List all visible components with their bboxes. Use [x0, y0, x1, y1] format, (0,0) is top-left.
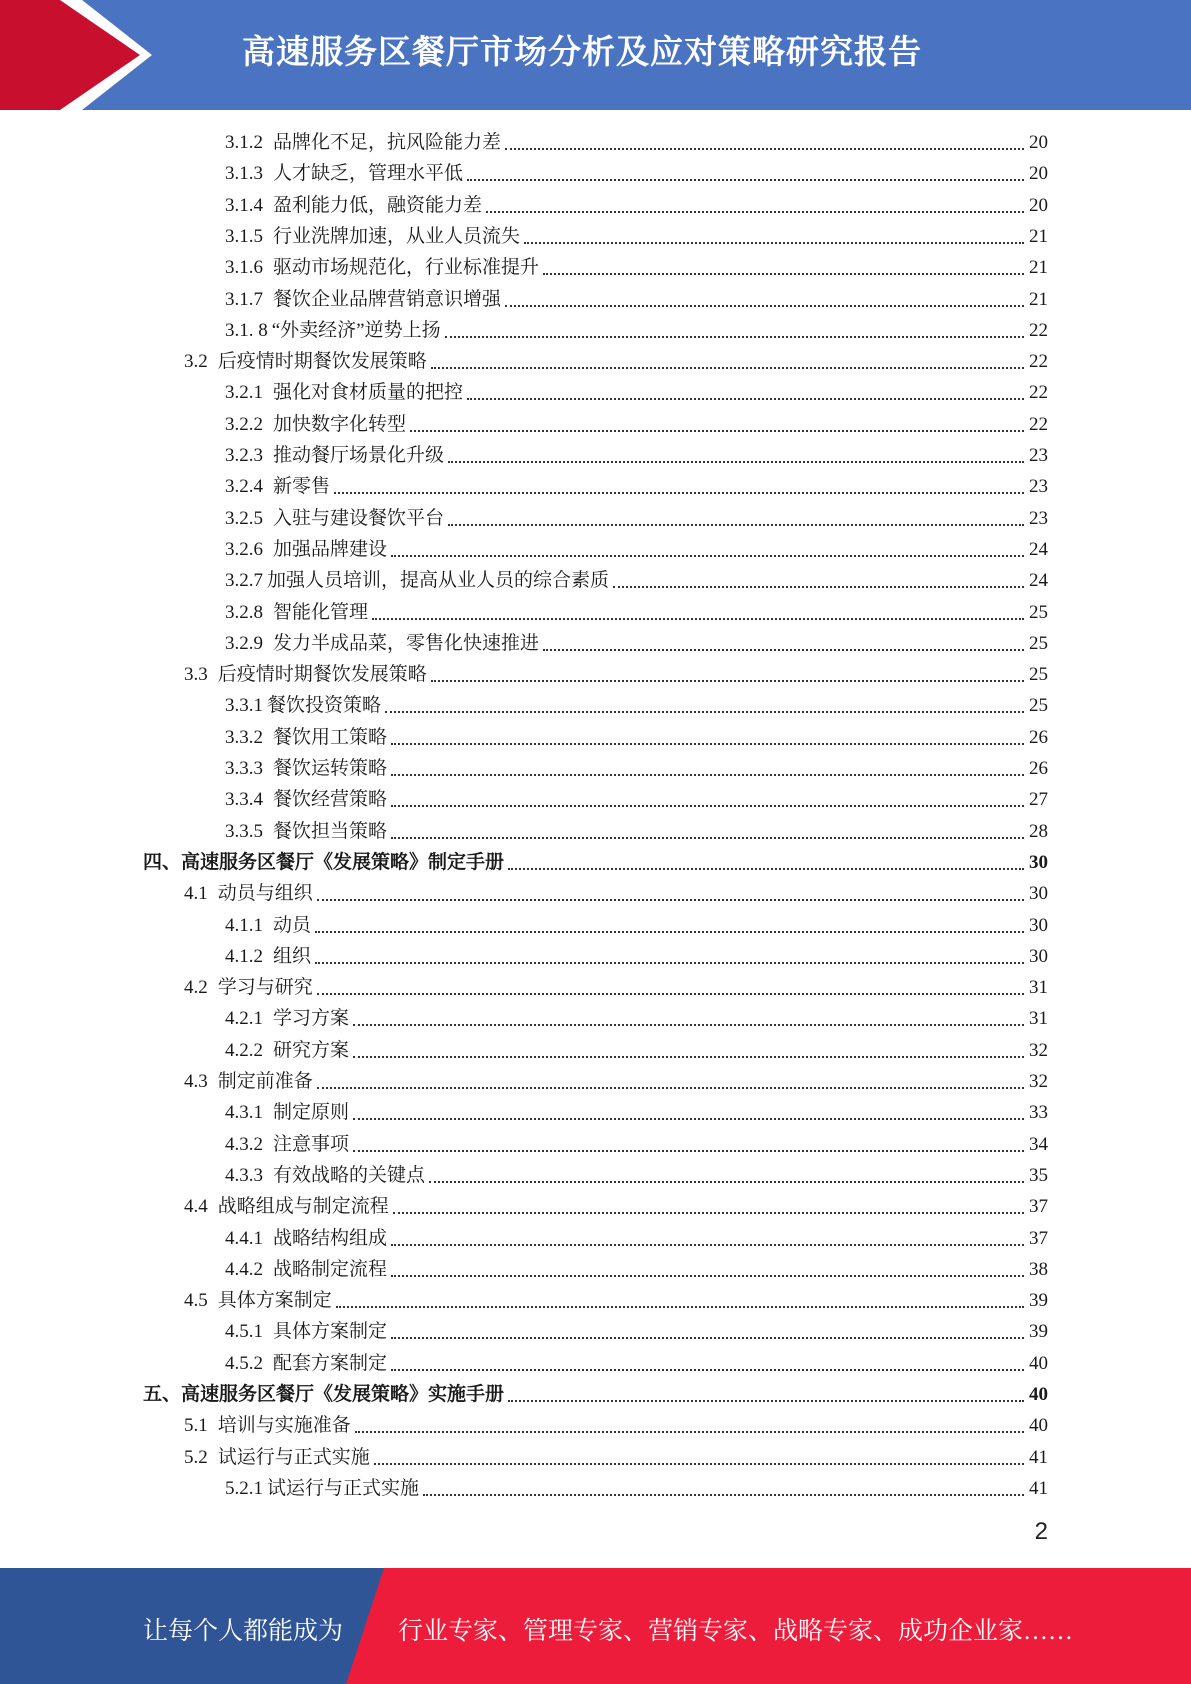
toc-entry-title: 高速服务区餐厅《发展策略》制定手册: [181, 851, 505, 873]
toc-entry-title: 加快数字化转型: [273, 413, 407, 435]
toc-entry-title: 学习方案: [273, 1008, 350, 1030]
toc-dot-leader: [353, 1023, 1024, 1026]
toc-entry-title: 餐饮企业品牌营销意识增强: [273, 288, 502, 310]
toc-entry-title: 战略制定流程: [273, 1258, 388, 1280]
toc-entry[interactable]: [225, 816, 1048, 847]
toc-entry-page: 25: [1029, 601, 1048, 623]
toc-entry-page: 30: [1029, 851, 1048, 873]
toc-entry-page: 21: [1029, 257, 1048, 279]
toc-entry-number: 五、: [143, 1384, 182, 1405]
toc-entry[interactable]: [225, 127, 1048, 158]
toc-entry-page: 39: [1029, 1321, 1048, 1343]
toc-entry-title: 新零售: [273, 476, 331, 498]
toc-entry[interactable]: [225, 1129, 1048, 1160]
toc-entry[interactable]: [225, 1097, 1048, 1128]
toc-entry-title: 品牌化不足，抗风险能力差: [273, 132, 502, 153]
toc-entry-title: 行业洗牌加速，从业人员流失: [273, 225, 521, 247]
toc-entry-number: 4.1.1: [225, 914, 263, 936]
page-header: [0, 0, 1191, 110]
toc-entry[interactable]: [225, 377, 1048, 408]
toc-entry-title: 智能化管理: [273, 601, 369, 623]
toc-entry-title: 动员: [273, 914, 312, 936]
toc-entry[interactable]: [225, 158, 1048, 189]
toc-dot-leader: [448, 460, 1024, 463]
toc-dot-leader: [410, 429, 1024, 432]
toc-entry-page: 21: [1029, 288, 1048, 310]
toc-entry-page: 22: [1029, 382, 1048, 404]
toc-entry[interactable]: [225, 1254, 1048, 1285]
toc-entry[interactable]: [225, 784, 1048, 815]
toc-entry-page: 40: [1029, 1415, 1048, 1437]
toc-entry-number: 3.2.8: [225, 601, 263, 623]
toc-entry-page: 33: [1029, 1102, 1048, 1124]
toc-entry-number: 四、: [143, 851, 182, 873]
toc-dot-leader: [431, 679, 1024, 682]
toc-entry[interactable]: [225, 722, 1048, 753]
toc-entry-number: 3.2: [184, 351, 208, 373]
toc-entry-page: 34: [1029, 1133, 1048, 1155]
toc-entry-title: 研究方案: [273, 1039, 350, 1061]
toc-dot-leader: [353, 1117, 1024, 1120]
toc-entry[interactable]: [184, 659, 1048, 690]
toc-entry[interactable]: [225, 315, 1048, 346]
toc-entry-page: 37: [1029, 1196, 1048, 1218]
toc-entry-title: 加强品牌建设: [273, 538, 388, 560]
toc-entry-number: 4.3.1: [225, 1102, 263, 1124]
toc-entry-number: 4.1: [184, 883, 208, 905]
toc-entry-number: 4.4.2: [225, 1258, 263, 1280]
toc-entry[interactable]: [225, 471, 1048, 502]
toc-dot-leader: [543, 272, 1024, 275]
toc-entry-title: 有效战略的关键点: [273, 1164, 426, 1186]
header-red-chevron: [0, 0, 160, 110]
toc-dot-leader: [445, 335, 1024, 338]
toc-entry-title: 发力半成品菜，零售化快速推进: [273, 632, 540, 654]
toc-entry-page: 27: [1029, 789, 1048, 811]
toc-entry-title: 具体方案制定: [217, 1290, 332, 1312]
toc-entry[interactable]: [184, 1442, 1048, 1473]
toc-dot-leader: [391, 773, 1024, 776]
toc-entry-title: 餐饮运转策略: [273, 758, 388, 779]
toc-dot-leader: [486, 210, 1024, 213]
toc-entry-title: 餐饮经营策略: [273, 789, 388, 811]
toc-entry-title: 高速服务区餐厅《发展策略》实施手册: [181, 1384, 505, 1405]
toc-entry-title: 具体方案制定: [273, 1321, 388, 1343]
toc-dot-leader: [508, 867, 1024, 870]
toc-entry[interactable]: [225, 941, 1048, 972]
toc-entry[interactable]: [184, 1191, 1048, 1222]
toc-entry-page: 39: [1029, 1290, 1048, 1312]
toc-entry[interactable]: [225, 534, 1048, 565]
toc-dot-leader: [317, 1086, 1024, 1089]
toc-entry[interactable]: [225, 440, 1048, 471]
toc-dot-leader: [315, 961, 1024, 964]
toc-dot-leader: [355, 1430, 1024, 1433]
toc-entry[interactable]: [225, 1223, 1048, 1254]
toc-entry-number: 4.1.2: [225, 945, 263, 967]
toc-entry-title: 战略结构组成: [273, 1227, 388, 1249]
toc-entry-number: 4.3.3: [225, 1164, 263, 1186]
toc-entry-title: 制定原则: [273, 1102, 350, 1124]
toc-entry[interactable]: [225, 628, 1048, 659]
toc-dot-leader: [391, 1368, 1024, 1371]
toc-dot-leader: [524, 241, 1024, 244]
toc-entry-page: 23: [1029, 507, 1048, 529]
toc-entry-number: 3.2.9: [225, 632, 263, 654]
toc-entry-number: 3.3.5: [225, 820, 263, 842]
toc-entry-number: 3.3.4: [225, 789, 263, 811]
toc-entry-page: 24: [1029, 538, 1048, 560]
toc-entry-number: 5.1: [184, 1415, 208, 1437]
toc-entry-number: 4.4.1: [225, 1227, 263, 1249]
toc-entry[interactable]: [225, 910, 1048, 941]
toc-entry-number: 3.1.7: [225, 288, 263, 310]
toc-entry[interactable]: [225, 565, 1048, 596]
toc-entry-title: 驱动市场规范化，行业标准提升: [273, 257, 540, 279]
toc-entry[interactable]: [225, 1473, 1048, 1504]
toc-entry-number: 3.2.3: [225, 445, 263, 466]
toc-entry-page: 28: [1029, 820, 1048, 842]
toc-entry-page: 31: [1029, 977, 1048, 999]
toc-entry-number: 4.2: [184, 977, 208, 999]
toc-entry-title: 试运行与正式实施: [267, 1477, 420, 1499]
toc-entry-page: 25: [1029, 695, 1048, 717]
toc-dot-leader: [315, 930, 1024, 933]
toc-entry[interactable]: [225, 1035, 1048, 1066]
toc-entry[interactable]: [225, 1160, 1048, 1191]
toc-entry-page: 35: [1029, 1164, 1048, 1186]
toc-entry-page: 32: [1029, 1039, 1048, 1061]
toc-dot-leader: [385, 710, 1024, 713]
toc-dot-leader: [508, 1399, 1024, 1402]
toc-entry-number: 3.3.2: [225, 726, 263, 748]
toc-dot-leader: [374, 1462, 1024, 1465]
toc-entry-title: “外卖经济”逆势上扬: [271, 319, 441, 341]
toc-dot-leader: [391, 1274, 1024, 1277]
toc-entry-number: 3.1. 8: [225, 319, 268, 341]
toc-entry-page: 30: [1029, 914, 1048, 936]
toc-entry[interactable]: [225, 1348, 1048, 1379]
toc-entry-number: 3.1.4: [225, 194, 263, 216]
toc-entry-page: 23: [1029, 476, 1048, 498]
toc-entry-page: 38: [1029, 1258, 1048, 1280]
toc-entry-page: 20: [1029, 132, 1048, 153]
toc-dot-leader: [429, 1180, 1024, 1183]
toc-entry-number: 3.2.1: [225, 382, 263, 404]
toc-entry-number: 3.3: [184, 664, 208, 686]
toc-entry[interactable]: [143, 1379, 1048, 1410]
toc-entry-number: 3.1.2: [225, 132, 263, 153]
toc-dot-leader: [317, 992, 1024, 995]
toc-dot-leader: [505, 304, 1024, 307]
toc-entry[interactable]: [225, 503, 1048, 534]
toc-entry[interactable]: [184, 1285, 1048, 1316]
toc-entry-title: 后疫情时期餐饮发展策略: [217, 351, 427, 373]
toc-entry-number: 3.1.5: [225, 225, 263, 247]
toc-dot-leader: [467, 178, 1024, 181]
toc-entry-page: 21: [1029, 225, 1048, 247]
toc-entry-title: 战略组成与制定流程: [217, 1196, 389, 1218]
toc-dot-leader: [391, 742, 1024, 745]
toc-entry[interactable]: [225, 252, 1048, 283]
toc-entry-title: 入驻与建设餐饮平台: [273, 507, 445, 529]
toc-entry-page: 31: [1029, 1008, 1048, 1030]
toc-dot-leader: [391, 554, 1024, 557]
toc-entry-number: 3.3.3: [225, 758, 263, 779]
toc-entry-page: 40: [1029, 1384, 1048, 1405]
toc-entry-page: 30: [1029, 883, 1048, 905]
toc-entry-title: 餐饮担当策略: [273, 820, 388, 842]
toc-dot-leader: [423, 1493, 1024, 1496]
toc-entry-number: 3.2.5: [225, 507, 263, 529]
toc-entry-title: 培训与实施准备: [217, 1415, 351, 1437]
toc-dot-leader: [336, 1305, 1024, 1308]
toc-entry[interactable]: [184, 878, 1048, 909]
toc-entry-number: 3.2.6: [225, 538, 263, 560]
toc-entry[interactable]: [225, 597, 1048, 628]
toc-entry-title: 人才缺乏，管理水平低: [273, 163, 464, 185]
toc-entry-title: 组织: [273, 945, 312, 967]
toc-entry-page: 37: [1029, 1227, 1048, 1249]
toc-entry-title: 餐饮用工策略: [273, 726, 388, 748]
page-footer: [0, 1568, 1191, 1684]
toc-entry-number: 4.2.1: [225, 1008, 263, 1030]
toc-dot-leader: [353, 1055, 1024, 1058]
footer-slogan-roles: 行业专家、管理专家、营销专家、战略专家、成功企业家……: [398, 1618, 1074, 1645]
toc-entry-number: 4.5.2: [225, 1352, 263, 1374]
toc-entry-number: 4.3.2: [225, 1133, 263, 1155]
toc-entry-page: 26: [1029, 758, 1048, 779]
toc-dot-leader: [391, 1243, 1024, 1246]
toc-entry-number: 3.2.7: [225, 570, 263, 592]
toc-entry-page: 26: [1029, 726, 1048, 748]
toc-entry-number: 3.1.6: [225, 257, 263, 279]
toc-dot-leader: [391, 1336, 1024, 1339]
toc-entry-title: 注意事项: [273, 1133, 350, 1155]
toc-entry[interactable]: [225, 284, 1048, 315]
toc-dot-leader: [543, 648, 1024, 651]
toc-entry-number: 4.2.2: [225, 1039, 263, 1061]
toc-entry[interactable]: [184, 346, 1048, 377]
toc-entry-title: 后疫情时期餐饮发展策略: [217, 664, 427, 686]
toc-entry-title: 加强人员培训，提高从业人员的综合素质: [267, 570, 610, 592]
toc-entry-number: 3.2.4: [225, 476, 263, 498]
toc-dot-leader: [353, 1149, 1024, 1152]
toc-dot-leader: [372, 617, 1024, 620]
toc-entry-page: 20: [1029, 163, 1048, 185]
toc-entry-number: 3.3.1: [225, 695, 263, 717]
toc-entry-number: 4.3: [184, 1071, 208, 1092]
toc-entry-page: 23: [1029, 445, 1048, 466]
toc-entry-number: 5.2: [184, 1446, 208, 1468]
toc-entry-number: 4.5: [184, 1290, 208, 1312]
toc-entry-title: 盈利能力低，融资能力差: [273, 194, 483, 216]
toc-entry-page: 32: [1029, 1071, 1048, 1092]
toc-dot-leader: [467, 397, 1024, 400]
toc-entry-title: 餐饮投资策略: [267, 695, 382, 717]
toc-entry-title: 推动餐厅场景化升级: [273, 445, 445, 466]
toc-dot-leader: [334, 491, 1024, 494]
toc-entry[interactable]: [225, 190, 1048, 221]
toc-entry-page: 22: [1029, 351, 1048, 373]
toc-dot-leader: [505, 147, 1024, 150]
toc-entry[interactable]: [184, 1066, 1048, 1097]
toc-entry-page: 25: [1029, 664, 1048, 686]
page-number: 2: [1034, 1518, 1048, 1545]
toc-entry[interactable]: [184, 972, 1048, 1003]
toc-dot-leader: [317, 898, 1024, 901]
toc-entry-title: 学习与研究: [217, 977, 313, 999]
toc-entry-number: 4.5.1: [225, 1321, 263, 1343]
toc-dot-leader: [391, 804, 1024, 807]
toc-dot-leader: [393, 1211, 1024, 1214]
toc-entry-number: 3.2.2: [225, 413, 263, 435]
document-title: 高速服务区餐厅市场分析及应对策略研究报告: [242, 32, 922, 71]
toc-entry-title: 试运行与正式实施: [217, 1446, 370, 1468]
toc-entry[interactable]: [225, 753, 1048, 784]
toc-entry-page: 40: [1029, 1352, 1048, 1374]
toc-entry-page: 22: [1029, 413, 1048, 435]
toc-entry[interactable]: [225, 1003, 1048, 1034]
toc-entry[interactable]: [225, 221, 1048, 252]
toc-dot-leader: [448, 523, 1024, 526]
toc-entry-title: 制定前准备: [217, 1071, 313, 1092]
toc-entry[interactable]: [225, 1316, 1048, 1347]
toc-dot-leader: [391, 836, 1024, 839]
toc-entry[interactable]: [184, 1410, 1048, 1441]
toc-entry-page: 41: [1029, 1446, 1048, 1468]
toc-entry-page: 22: [1029, 319, 1048, 341]
toc-entry[interactable]: [225, 409, 1048, 440]
toc-entry[interactable]: [143, 847, 1048, 878]
toc-entry-number: 5.2.1: [225, 1477, 263, 1499]
toc-entry-number: 4.4: [184, 1196, 208, 1218]
footer-slogan: 让每个人都能成为: [143, 1618, 344, 1645]
toc-entry-page: 25: [1029, 632, 1048, 654]
toc-entry[interactable]: [225, 690, 1048, 721]
toc-entry-title: 配套方案制定: [273, 1352, 388, 1374]
toc-entry-title: 强化对食材质量的把控: [273, 382, 464, 404]
toc-entry-page: 30: [1029, 945, 1048, 967]
toc-entry-number: 3.1.3: [225, 163, 263, 185]
toc-dot-leader: [431, 366, 1024, 369]
toc-entry-title: 动员与组织: [217, 883, 313, 905]
toc-entry-page: 41: [1029, 1477, 1048, 1499]
toc-dot-leader: [613, 585, 1024, 588]
toc-entry-page: 24: [1029, 570, 1048, 592]
toc-entry-page: 20: [1029, 194, 1048, 216]
